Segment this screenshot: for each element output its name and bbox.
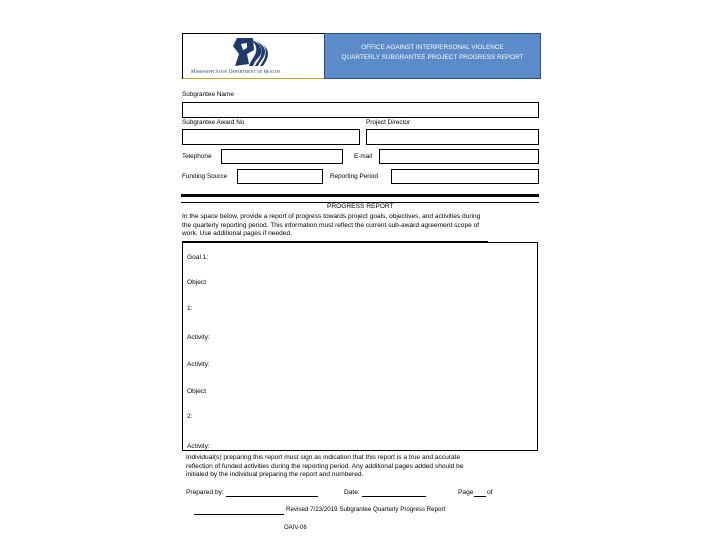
funding-source-input[interactable]	[237, 169, 323, 184]
activity-1-label: Activity:	[187, 334, 210, 341]
date-line[interactable]	[362, 496, 426, 497]
objective-1-number: 1:	[187, 305, 193, 312]
progress-instructions	[182, 213, 480, 239]
instructions-line: the quarterly reporting period. This information must reflect the current sub-award agreement scope of	[182, 221, 480, 229]
report-title: QUARTERLY SUBGRANTEE PROJECT PROGRESS REPORT	[341, 54, 524, 62]
header-banner	[324, 33, 541, 79]
certification-line: Individual(s) preparing this report must sign as indication that this report is a true and accurate	[186, 454, 461, 461]
msdh-logo-icon	[223, 36, 283, 68]
project-director-input[interactable]	[366, 129, 539, 145]
telephone-label: Telephone	[182, 153, 212, 160]
section-divider	[181, 194, 539, 197]
date-label: Date:	[344, 489, 360, 496]
telephone-input[interactable]	[221, 149, 343, 164]
email-label: E-mail	[354, 153, 373, 160]
award-no-label: Subgrantee Award No	[182, 119, 245, 126]
page-of-label: of	[487, 489, 493, 496]
goal-1-label: Goal 1:	[187, 254, 209, 261]
prepared-by-label: Prepared by:	[186, 489, 224, 496]
award-no-input[interactable]	[182, 129, 360, 145]
prepared-by-line[interactable]	[226, 496, 318, 497]
project-director-label: Project Director	[366, 119, 411, 126]
page-number-line[interactable]	[474, 496, 486, 497]
page-label: Page	[458, 489, 474, 496]
certification-line: reflection of funded activities during the reporting period. Any additional pages added should be	[186, 462, 464, 470]
activity-2-label: Activity:	[187, 361, 210, 368]
progress-report-textarea[interactable]	[182, 242, 538, 451]
subgrantee-name-label: Subgrantee Name	[182, 91, 234, 98]
objective-a-label: Object	[187, 279, 207, 286]
footer-rule	[194, 514, 284, 515]
email-input[interactable]	[379, 149, 539, 164]
subgrantee-name-input[interactable]	[182, 102, 539, 118]
form-code: OAIV-06	[284, 525, 307, 531]
certification-text	[186, 454, 464, 480]
header-logo-area	[182, 33, 324, 79]
reporting-period-input[interactable]	[391, 169, 539, 184]
office-name: OFFICE AGAINST INTERPERSONAL VIOLENCE	[361, 44, 504, 51]
logo-underline	[183, 78, 325, 79]
certification-line: initialed by the individual preparing the report and numbered.	[186, 471, 364, 479]
instructions-line: work. Use additional pages if needed.	[182, 230, 292, 238]
instructions-line: In the space below, provide a report of progress towards project goals, objectives, and activities during	[182, 213, 481, 220]
funding-source-label: Funding Source	[182, 173, 228, 180]
progress-heading: PROGRESS REPORT	[327, 203, 394, 210]
reporting-period-label: Reporting Period	[330, 173, 378, 180]
agency-name: Mississippi State Department of Health	[191, 70, 280, 75]
objective-b-label: Object	[187, 388, 207, 395]
activity-3-label: Activity:	[187, 443, 210, 450]
objective-2-number: 2:	[187, 413, 193, 420]
revision-note: Revised 7/23/2019 Subgrantee Quarterly Progress Report	[286, 506, 446, 513]
